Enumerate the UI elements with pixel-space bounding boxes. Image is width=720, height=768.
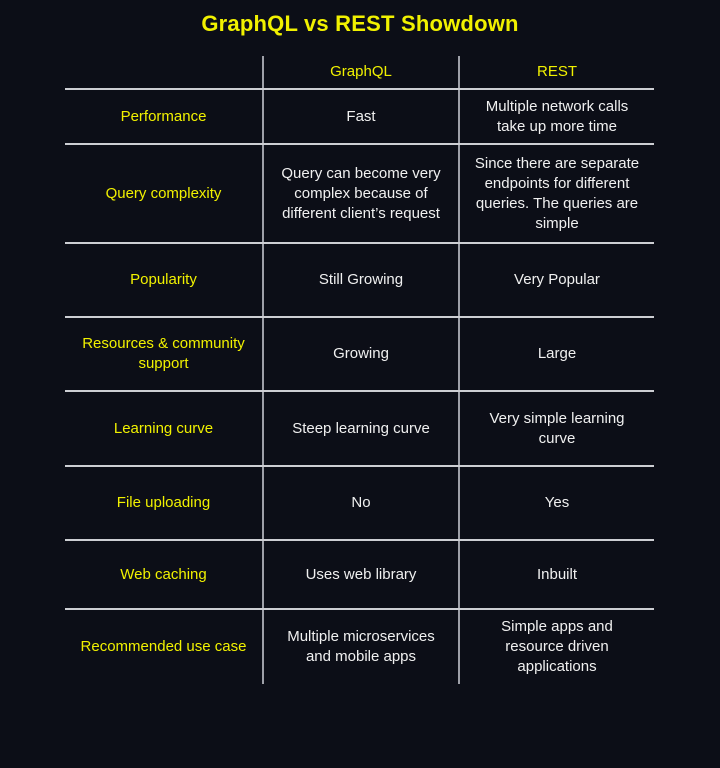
table-row [65,145,654,244]
graphql-cell: Query can become very complex because of different client’s request [262,145,458,242]
rest-cell: Inbuilt [458,541,654,608]
row-label: Recommended use case [80,638,247,655]
row-label: Learning curve [113,419,214,437]
graphql-cell: Steep learning curve [262,392,458,465]
table-row [65,90,654,145]
graphql-cell: Still Growing [262,244,458,316]
rest-cell: Very Popular [458,244,654,316]
row-label: Performance [120,107,207,125]
rest-cell: Simple apps and resource driven applications [458,610,654,684]
rest-cell: Large [458,318,654,390]
table-row [65,318,654,392]
comparison-table [65,56,654,684]
row-label: Query complexity [105,184,222,202]
row-label: File uploading [116,494,211,511]
graphql-cell: Uses web library [262,541,458,608]
table-row [65,541,654,610]
row-label: Popularity [130,271,197,288]
rest-cell: Since there are separate endpoints for different queries. The queries are simple [458,145,654,242]
table-row [65,467,654,541]
graphql-cell: Growing [262,318,458,390]
table-row [65,610,654,684]
table-header-row [65,56,654,90]
graphql-cell: Fast [262,90,458,143]
table-row [65,244,654,318]
column-header-graphql: GraphQL [262,56,458,88]
header-empty-cell [65,56,262,88]
rest-cell: Very simple learning curve [458,392,654,465]
rest-cell: Multiple network calls take up more time [458,90,654,143]
row-label: Resources & community support [82,335,245,372]
column-header-rest: REST [458,56,654,88]
table-row [65,392,654,467]
graphql-cell: No [262,467,458,539]
row-label: Web caching [120,565,207,583]
rest-cell: Yes [458,467,654,539]
page-title: GraphQL vs REST Showdown [201,11,519,36]
graphql-cell: Multiple microservices and mobile apps [262,610,458,684]
